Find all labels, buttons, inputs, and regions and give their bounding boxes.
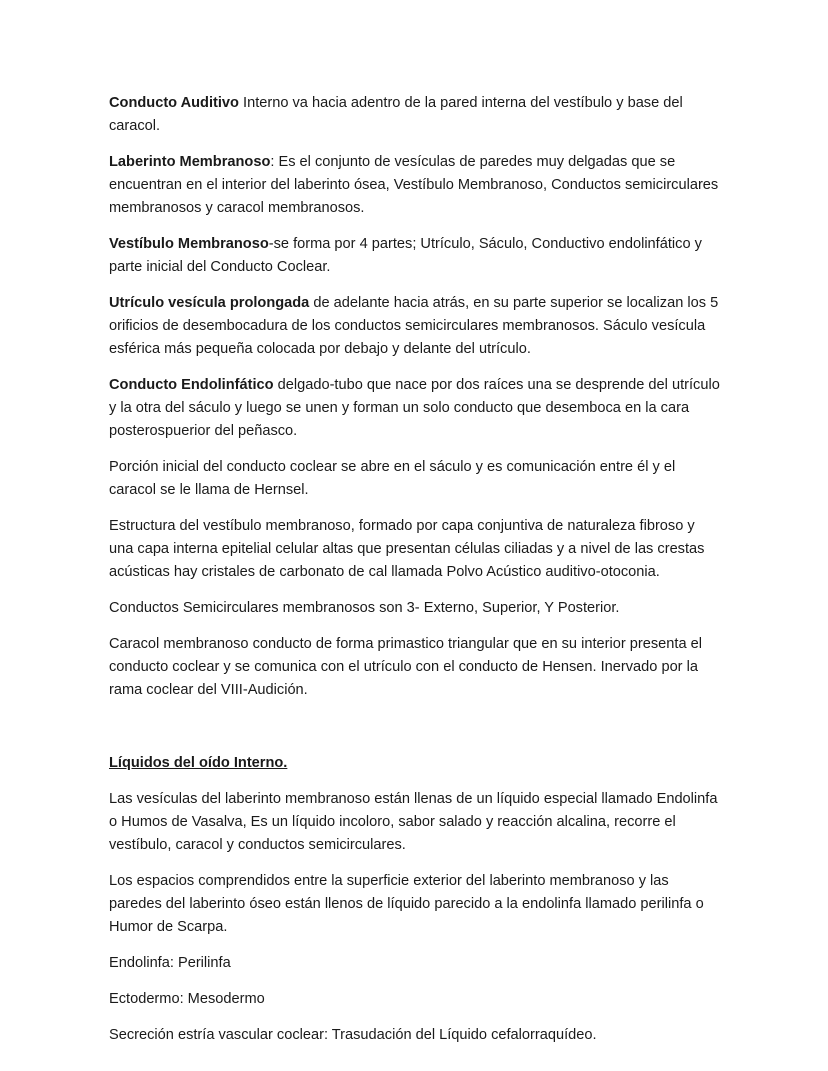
document-body (109, 92, 721, 1060)
term-bold: Vestíbulo Membranoso (109, 236, 269, 252)
paragraph-text: delgado-tubo que nace por dos raíces una se desprende del utrículo y la otra del sáculo y luego se unen y forman un solo conducto que desemboca en la cara posterospuerior del peñasco. (109, 377, 720, 439)
paragraph-perilinfa: Los espacios comprendidos entre la superficie exterior del laberinto membranoso y las paredes del laberinto óseo están llenos de líquido parecido a la endolinfa llamado perilinfa o Humor de Scarpa. (109, 873, 704, 935)
paragraph-secrecion: Secreción estría vascular coclear: Trasudación del Líquido cefalorraquídeo. (109, 1027, 597, 1043)
paragraph-caracol-membranoso: Caracol membranoso conducto de forma primastico triangular que en su interior presenta el conducto coclear y se comunica con el utrículo con el conducto de Hensen. Inervado por la rama coclear del VIII-Audición. (109, 636, 702, 698)
paragraph-ectodermo-mesodermo: Ectodermo: Mesodermo (109, 991, 265, 1007)
paragraph-conductos-semicirculares: Conductos Semicirculares membranosos son 3- Externo, Superior, Y Posterior. (109, 600, 620, 616)
term-bold: Laberinto Membranoso (109, 154, 271, 170)
paragraph-text: Interno va hacia adentro de la pared interna del vestíbulo y base del caracol. (109, 95, 683, 134)
paragraph-utriculo (109, 292, 721, 361)
section-spacer (109, 715, 721, 752)
paragraph-conducto-endolinfatico (109, 374, 721, 443)
paragraph-estructura-vestibulo: Estructura del vestíbulo membranoso, formado por capa conjuntiva de naturaleza fibroso y una capa interna epitelial celular altas que presentan células ciliadas y a nivel de las crestas acústicas hay cristales de carbonato de cal llamada Polvo Acústico auditivo-otoconia. (109, 518, 705, 580)
term-bold: Conducto Auditivo (109, 95, 239, 111)
paragraph-vestibulo-membranoso (109, 233, 721, 279)
paragraph-laberinto-membranoso (109, 151, 721, 220)
paragraph-porcion-inicial: Porción inicial del conducto coclear se abre en el sáculo y es comunicación entre él y el caracol se le llama de Hernsel. (109, 459, 676, 498)
paragraph-endolinfa-perilinfa: Endolinfa: Perilinfa (109, 955, 231, 971)
paragraph-text: de adelante hacia atrás, en su parte superior se localizan los 5 orificios de desembocadura de los conductos semicirculares membranosos. Sáculo vesícula esférica más pequeña colocada por debajo y delante del utrículo. (109, 295, 719, 357)
section-heading: Líquidos del oído Interno. (109, 755, 288, 771)
paragraph-text: -se forma por 4 partes; Utrículo, Sáculo, Conductivo endolinfático y parte inicial del Conducto Coclear. (109, 236, 702, 275)
paragraph-text: : Es el conjunto de vesículas de paredes muy delgadas que se encuentran en el interior del laberinto ósea, Vestíbulo Membranoso, Conductos semicirculares membranosos y caracol membranosos. (109, 154, 719, 216)
term-bold: Utrículo vesícula prolongada (109, 295, 310, 311)
paragraph-endolinfa: Las vesículas del laberinto membranoso están llenas de un líquido especial llamado Endolinfa o Humos de Vasalva, Es un líquido incoloro, sabor salado y reacción alcalina, recorre el vestíbulo, caracol y conductos semicirculares. (109, 791, 718, 853)
paragraph-conducto-auditivo (109, 92, 721, 138)
term-bold: Conducto Endolinfático (109, 377, 274, 393)
